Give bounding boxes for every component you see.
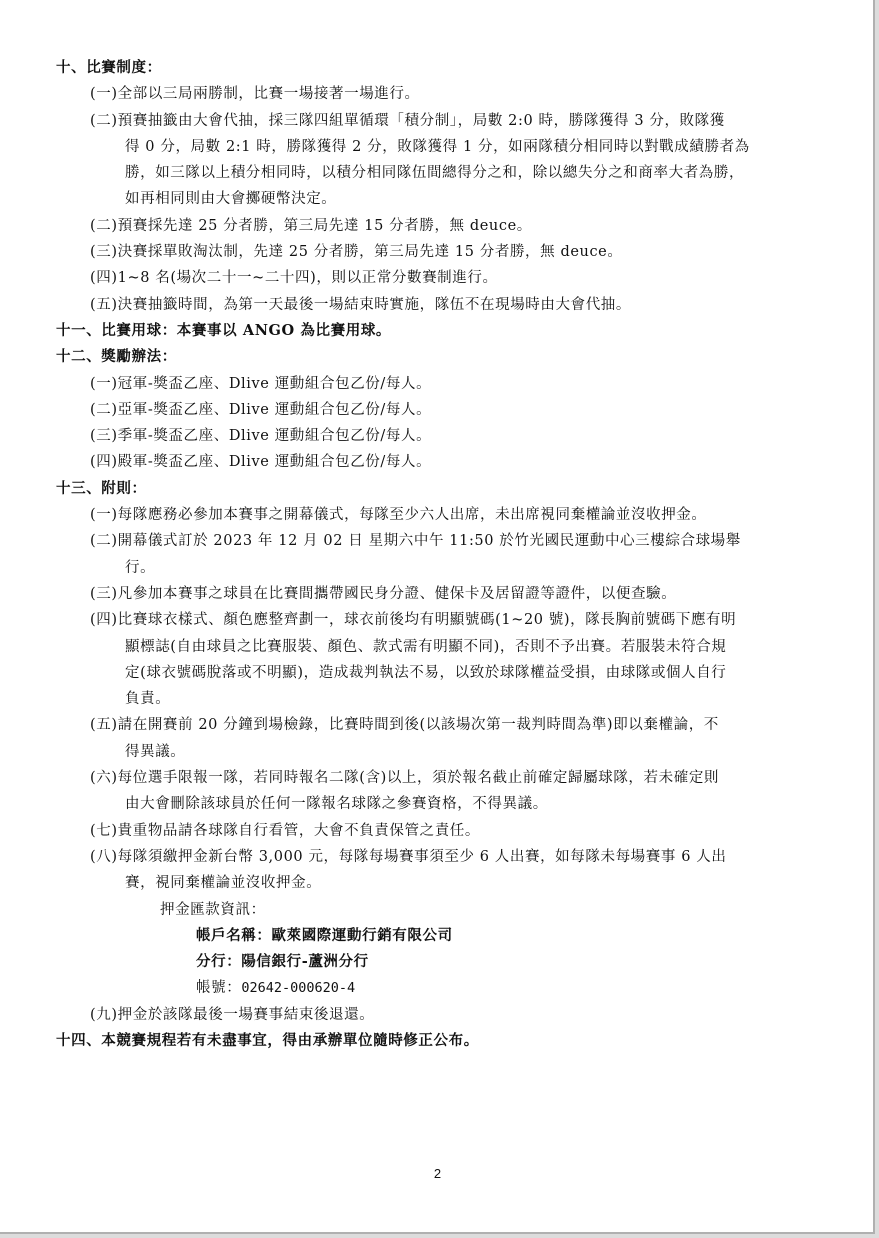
section-12-heading: 十二、獎勵辦法： [56, 348, 177, 366]
account-number-line [56, 975, 826, 1001]
s13-item-5: (五)請在開賽前 20 分鐘到場檢錄，比賽時間到後(以該場次第一裁判時間為準)即以棄權論，不 [90, 717, 719, 734]
bank-branch: 分行：陽信銀行-蘆洲分行 [196, 953, 369, 971]
account-name: 帳戶名稱：歐萊國際運動行銷有限公司 [196, 926, 453, 944]
s10-item-2-cont: 得 0 分，局數 2:1 時，勝隊獲得 2 分，敗隊獲得 1 分，如兩隊積分相同時以對戰成績勝者為 [125, 138, 750, 155]
s12-item-2: (二)亞軍-獎盃乙座、Dlive 運動組合包乙份/每人。 [90, 401, 432, 418]
s10-item-2-cont: 勝，如三隊以上積分相同時，以積分相同隊伍間總得分之和，除以總失分之和商率大者為勝， [125, 165, 745, 182]
s13-item-8-cont: 賽，視同棄權論並沒收押金。 [125, 875, 322, 892]
section-13-heading: 十三、附則： [56, 479, 147, 497]
s10-item-3: (二)預賽採先達 25 分者勝，第三局先達 15 分者勝，無 deuce。 [90, 217, 532, 234]
s13-item-2: (二)開幕儀式訂於 2023 年 12 月 02 日 星期六中午 11:50 於竹光國民運動中心三樓綜合球場舉 [90, 533, 741, 550]
s13-item-9: (九)押金於該隊最後一場賽事結束後退還。 [90, 1006, 375, 1023]
s10-item-4: (三)決賽採單敗淘汰制，先達 25 分者勝，第三局先達 15 分者勝，無 deuce。 [90, 244, 623, 261]
section-14-heading: 十四、本競賽規程若有未盡事宜，得由承辦單位隨時修正公布。 [56, 1031, 479, 1049]
s13-item-4-cont: 負責。 [125, 691, 171, 708]
s13-item-4: (四)比賽球衣樣式、顏色應整齊劃一，球衣前後均有明顯號碼(1~20 號)，隊長胸前號碼下應有明 [90, 612, 737, 629]
account-number-label: 帳號： [196, 980, 242, 997]
section-10-heading: 十、比賽制度： [56, 59, 162, 76]
s13-item-5-cont: 得異議。 [125, 743, 186, 760]
s10-item-2: (二)預賽抽籤由大會代抽，採三隊四組單循環「積分制」，局數 2:0 時，勝隊獲得 3 分，敗隊獲 [90, 112, 725, 129]
section-11-heading: 十一、比賽用球：本賽事以 ANGO 為比賽用球。 [56, 321, 392, 339]
s13-item-6: (六)每位選手限報一隊，若同時報名二隊(含)以上，須於報名截止前確定歸屬球隊，若未確定則 [90, 770, 720, 787]
s10-item-2-cont: 如再相同則由大會擲硬幣決定。 [125, 191, 337, 208]
s13-item-4-cont: 顯標誌(自由球員之比賽服裝、顏色、款式需有明顯不同)，否則不予出賽。若服裝未符合規 [125, 638, 727, 655]
s13-item-2-cont: 行。 [125, 559, 156, 576]
s10-item-5: (四)1~8 名(場次二十一~二十四)，則以正常分數賽制進行。 [90, 270, 498, 287]
s13-item-1: (一)每隊應務必參加本賽事之開幕儀式，每隊至少六人出席，未出席視同棄權論並沒收押金。 [90, 507, 707, 524]
s10-item-6: (五)決賽抽籤時間，為第一天最後一場結束時實施，隊伍不在現場時由大會代抽。 [90, 296, 632, 313]
s13-item-8: (八)每隊須繳押金新台幣 3,000 元，每隊每場賽事須至少 6 人出賽，如每隊未每場賽事 6 人出 [90, 848, 727, 865]
s13-item-6-cont: 由大會刪除該球員於任何一隊報名球隊之參賽資格，不得異議。 [125, 796, 548, 813]
page-number: 2 [433, 1166, 442, 1181]
remittance-title: 押金匯款資訊： [160, 901, 266, 918]
s12-item-4: (四)殿軍-獎盃乙座、Dlive 運動組合包乙份/每人。 [90, 454, 432, 471]
s13-item-7: (七)貴重物品請各球隊自行看管，大會不負責保管之責任。 [90, 822, 481, 839]
account-number: 02642-000620-4 [241, 980, 356, 997]
s10-item-1: (一)全部以三局兩勝制，比賽一場接著一場進行。 [90, 86, 420, 103]
s12-item-3: (三)季軍-獎盃乙座、Dlive 運動組合包乙份/每人。 [90, 428, 432, 445]
s12-item-1: (一)冠軍-獎盃乙座、Dlive 運動組合包乙份/每人。 [90, 375, 432, 392]
s13-item-3: (三)凡參加本賽事之球員在比賽間攜帶國民身分證、健保卡及居留證等證件，以便查驗。 [90, 585, 677, 602]
page-content [56, 55, 826, 1054]
s13-item-4-cont: 定(球衣號碼脫落或不明顯)，造成裁判執法不易，以致於球隊權益受損，由球隊或個人自行 [125, 664, 727, 681]
